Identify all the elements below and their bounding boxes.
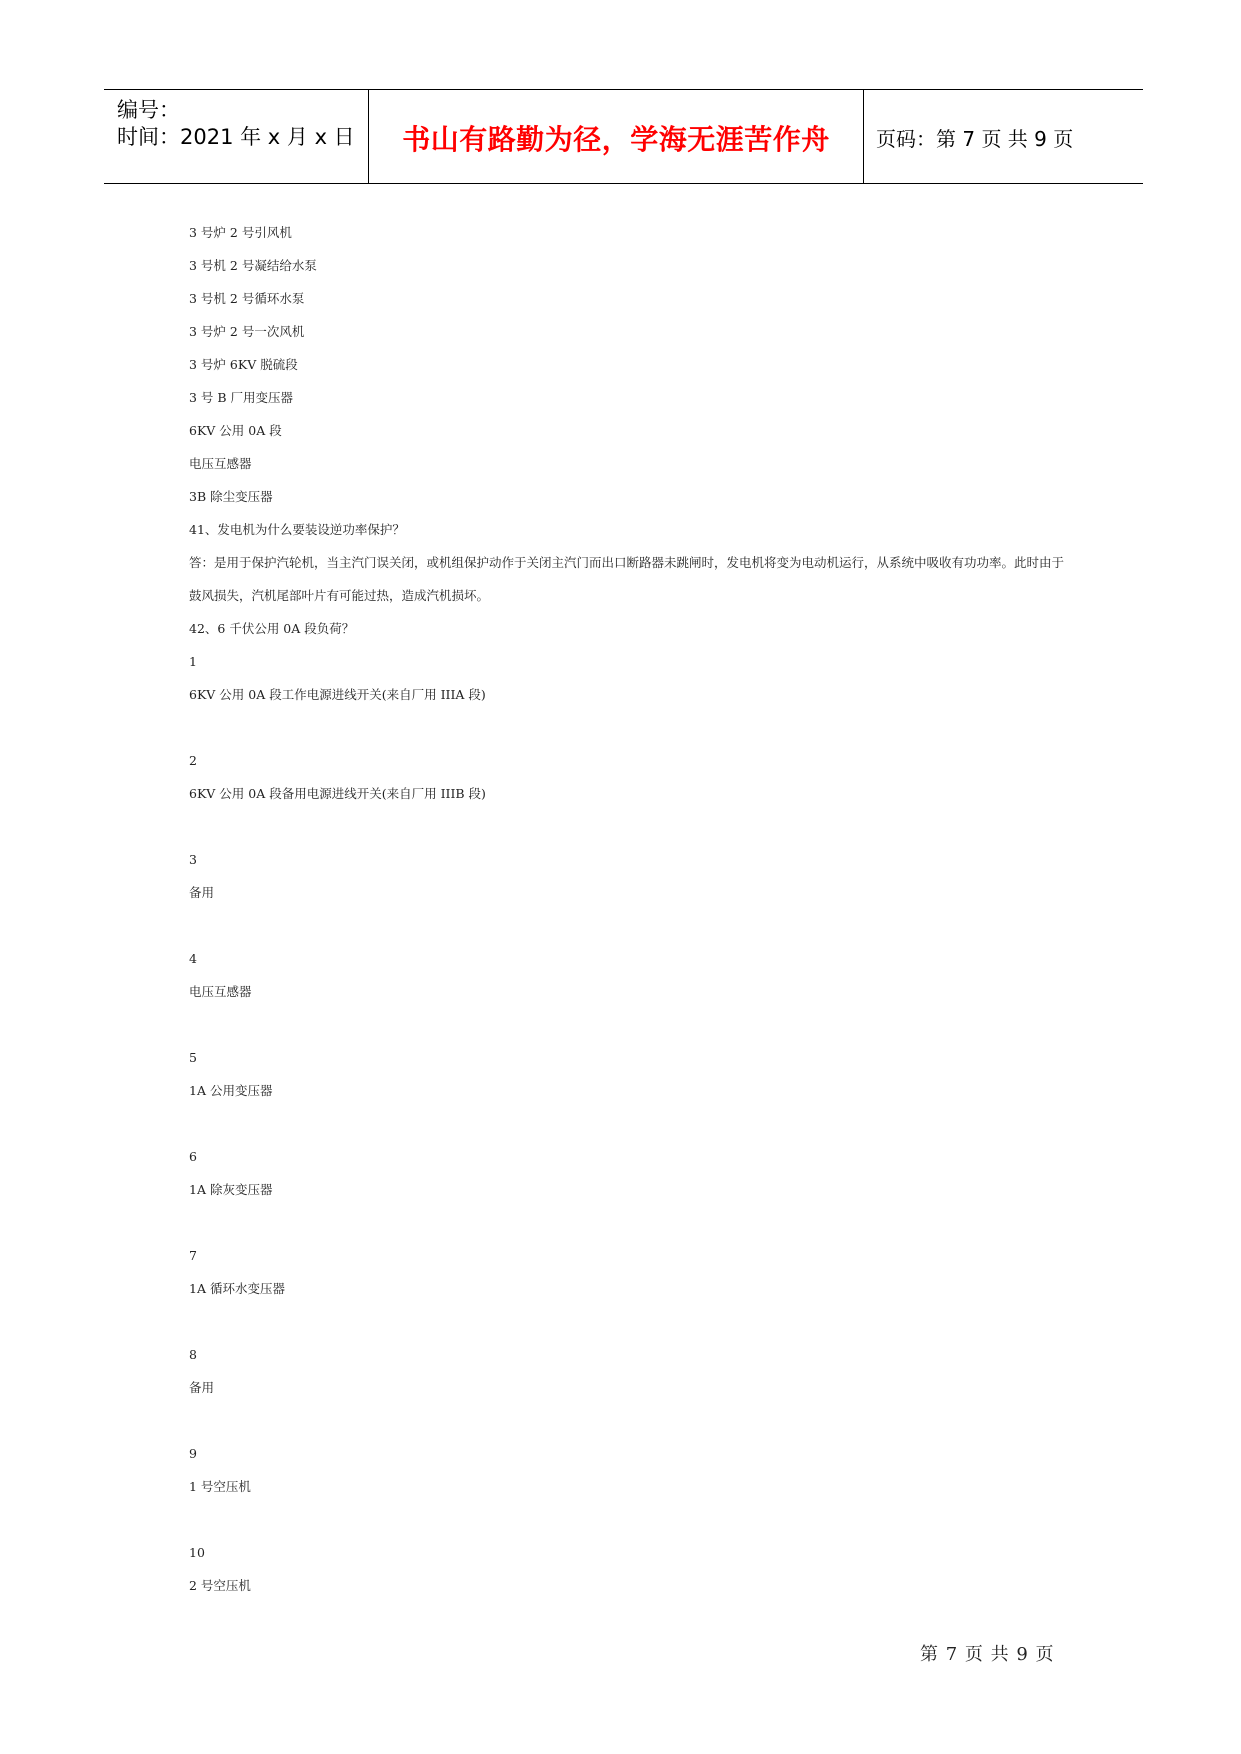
item-text: 1A 除灰变压器: [189, 1182, 273, 1197]
list-item: [189, 1437, 1069, 1503]
text-line: 3 号炉 2 号一次风机: [189, 324, 305, 339]
item-text: 1A 循环水变压器: [189, 1281, 285, 1296]
item-text: 1 号空压机: [189, 1479, 251, 1494]
item-text: 6KV 公用 0A 段工作电源进线开关(来自厂用 IIIA 段): [189, 687, 486, 702]
header-left-cell: [104, 90, 369, 183]
text-line: 3 号机 2 号循环水泵: [189, 291, 305, 306]
item-text: 电压互感器: [189, 984, 252, 999]
page-footer: 第 7 页 共 9 页: [920, 1644, 1055, 1665]
item-number: 7: [189, 1248, 197, 1263]
item-text: 2 号空压机: [189, 1578, 251, 1593]
item-text: 6KV 公用 0A 段备用电源进线开关(来自厂用 IIIB 段): [189, 786, 486, 801]
list-item: [189, 1536, 1069, 1602]
list-item: [189, 1140, 1069, 1206]
list-item: [189, 1338, 1069, 1404]
motto: 书山有路勤为径，学海无涯苦作舟: [402, 123, 830, 156]
item-number: 2: [189, 753, 197, 768]
item-text: 1A 公用变压器: [189, 1083, 273, 1098]
text-line: 3B 除尘变压器: [189, 489, 273, 504]
list-item: [189, 942, 1069, 1008]
item-text: 备用: [189, 885, 215, 900]
item-number: 8: [189, 1347, 197, 1362]
document-body: [189, 216, 1069, 1635]
text-line: 6KV 公用 0A 段: [189, 423, 282, 438]
text-line: 3 号炉 2 号引风机: [189, 225, 292, 240]
item-number: 4: [189, 951, 197, 966]
question-42: 42、6 千伏公用 0A 段负荷？: [189, 621, 355, 636]
list-item: [189, 843, 1069, 909]
header-right-cell: [864, 90, 1143, 183]
item-number: 6: [189, 1149, 197, 1164]
text-line: 3 号 B 厂用变压器: [189, 390, 294, 405]
date-label: 时间：2021 年 x 月 x 日: [117, 125, 355, 149]
text-line: 3 号炉 6KV 脱硫段: [189, 357, 298, 372]
list-item: [189, 1041, 1069, 1107]
answer-paragraph: 答：是用于保护汽轮机，当主汽门误关闭，或机组保护动作于关闭主汽门而出口断路器未跳闸时，发电机将变为电动机运行，从系统中吸收有功功率。此时由于鼓风损失，汽机尾部叶片有可能过热，造成汽机损坏。: [189, 555, 1065, 603]
item-number: 5: [189, 1050, 197, 1065]
item-number: 10: [189, 1545, 205, 1560]
serial-label: 编号：: [117, 98, 180, 122]
item-number: 3: [189, 852, 197, 867]
text-line: 电压互感器: [189, 456, 252, 471]
question-41: 41、发电机为什么要装设逆功率保护？: [189, 522, 405, 537]
text-line: 3 号机 2 号凝结给水泵: [189, 258, 317, 273]
item-number: 1: [189, 654, 197, 669]
list-item: [189, 645, 1069, 711]
list-item: [189, 1239, 1069, 1305]
header-middle-cell: [369, 90, 864, 183]
list-item: [189, 744, 1069, 810]
page-header: [104, 89, 1143, 184]
item-text: 备用: [189, 1380, 215, 1395]
item-number: 9: [189, 1446, 197, 1461]
header-page-label: 页码：第 7 页 共 9 页: [876, 127, 1074, 151]
